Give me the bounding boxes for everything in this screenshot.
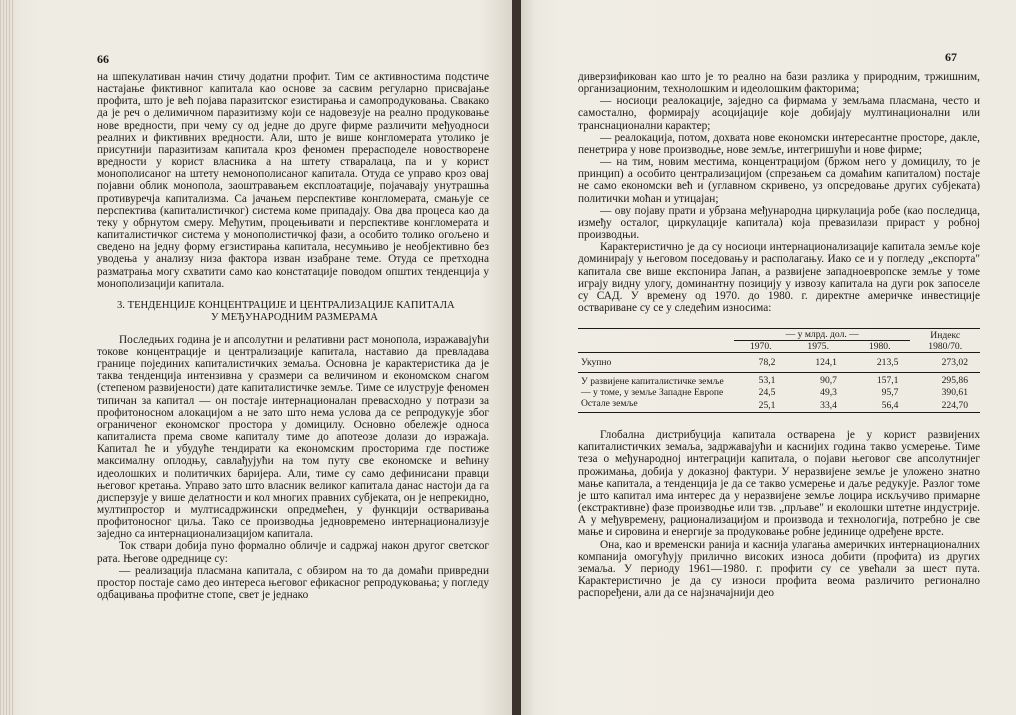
right-page <box>521 0 1016 715</box>
table-cell: 33,4 <box>820 399 837 411</box>
table-cell: 295,86 <box>941 374 968 386</box>
page-number: 67 <box>945 50 957 64</box>
paragraph: — ову појаву прати и убрзана међународна циркулација робе (као последица, између осталог, циркулације капитала) која превазилази прираст у робној производњи. <box>578 204 980 242</box>
table-cell: 157,1 <box>876 374 899 386</box>
paragraph: Она, као и временски ранија и каснија улагања америчких интернационалних компанија омогућују прилично високих износа добити (профита) из других земаља. У периоду 1961—1980. г. профити су се увећали за шест пута. Карактеристично је да су износи профита веома различито регионално распоређени, али да се најзначајнији део <box>578 538 980 600</box>
section-heading-line1: 3. ТЕНДЕНЦИЈЕ КОНЦЕНТРАЦИЈЕ И ЦЕНТРАЛИЗАЦИЈЕ КАПИТАЛА <box>117 299 455 311</box>
page-edge-stack <box>0 0 14 715</box>
table-cell: 78,2 <box>758 357 776 369</box>
row-label: Остале земље <box>581 398 638 410</box>
paragraph: — на тим, новим местима, концентрацијом (бржом него у домицилу, то је принцип) а особито централизацијом (спрезањем са домаћим капиталом) постаје не само економски већ и (углавном скривено, уз опсредовање других субјеката) политички моћан и утицајан; <box>578 156 980 205</box>
table-row <box>578 398 980 413</box>
table-row <box>578 373 980 388</box>
paragraph: Глобална дистрибуција капитала остварена је у корист развијених капиталистичких земаља, задржавајући и каснијих година такво усмерење. Тиме теза о међународној интеграцији капитала, о појави његовог све апсолутнијег прожимања, добија у доказној фактури. У неразвијене земље је уложено знатно мање капитала, а тенденција је да се такво усмерење и даље редукује. Разлог томе је што капитал има интерес да у неразвијене земље лоцира искључиво примарне (екстрактивне) фазе производње или тзв. „прљаве" и еколошки штетне индустрије. А у међувремену, рационализацијом и производа и технологија, потребно је све мање и сировина и енергије за продуковање робне јединице одређене врсте. <box>578 429 980 539</box>
index-header-line1: Индекс <box>930 329 961 341</box>
investment-table <box>578 328 980 413</box>
group-header: — у млрд. дол. — <box>734 329 910 341</box>
paragraph: Последњих година је и апсолутни и релативни раст монопола, изражавајући токове концентрације и централизације капитала, наставио да превладава границе појединих капиталистичких земаља. Основна је карактеристика да је таква тенденција интензивна у сразмери са величином и економском снагом (степеном развијености) дате капиталистичке земље. Тиме се илуструје феномен типичан за капитал — он постаје интернационалан превасходно у потрази за профитоносном алокацијом а не зато што нема услова да се репродукује због ограниченог економског простора у домицилу. Основно обележје односа капиталиста према своме капиталу тиме до апотеозе долази до изражаја. Капитал ће и убудуће тендирати ка економским просторима где постиже максималну оплодњу, савлађујући на том путу све економске и већину идеолошких и политичких баријера. Али, тиме су само дефинисани правци његовог кретања. Управо зато што власник великог капитала данас настоји да га дисперзује у више делатности и кол многих правних субјеката, он је непрекидно, мултипростор и мултисадржински опредмећен, у функцији остваривања профитоносног циља. Тако се производња једновремено интернационализује заједно са интернационализацијом капитала. <box>97 333 489 541</box>
section-heading <box>97 300 489 324</box>
paragraph: на шпекулативан начин стичу додатни профит. Тим се активностима подстиче настајање фиктивног капитала као основе за сасвим регуларно присвајање профита, што је већ појава паразитског езистирања и самопродуковања. Свакако да је реч о делимичном паразитизму који се надовезује на реално продуковање нове вредности, при чему су од једне до друге фирме различити међуодноси реалних и фиктивних вредности. Али, што је више конгломерата утолико је присутнији паразитизам капитала кроз феномен прерасподеле новостворене вредности у корист власника а на штету стваралаца, па и у корист монополисаног на штету немонополисаног капитала. Отуда се управо кроз овај појавни облик монопола, заоштравањем експлоатације, појачавају унутрашња противуречја капитализма. Са јачањем перспективе конгломерата, смањује се перспектива (капиталистичког) система коме припадају. Ова два процеса као да теку у обрнутом смеру. Међутим, процењивати и перспективе конгломерата и капиталистичког система у монополистичкој фази, а особито толико огољено и сведено на једну форму егзистирања капитала, несумњиво је необјективно без уводења у анализу низа фактора изван изабране теме. Отуда се претходна разматрања могу схватити само као констатације поводом општих тенденција у монополизацији капитала. <box>97 71 489 290</box>
right-page-body <box>578 71 980 599</box>
table-cell: 124,1 <box>815 357 837 369</box>
paragraph: — реалокација, потом, дохвата нове економски интересантне просторе, дакле, пенетрира у нове производње, нове земље, интегришући и нове фирме; <box>578 131 980 156</box>
index-header-line2: 1980/70. <box>928 340 963 352</box>
table-cell: 53,1 <box>758 374 776 386</box>
year-header: 1980. <box>868 341 891 353</box>
table-cell: 24,5 <box>758 387 776 399</box>
table-cell: 95,7 <box>881 387 899 399</box>
row-label: У развијене капиталистичке земље <box>581 376 724 388</box>
paragraph: Ток ствари добија пуно формално обличје и садржај након другог светског рата. Његове одреднице су: <box>97 540 489 565</box>
index-header <box>910 329 980 353</box>
table-row <box>578 387 980 398</box>
year-header: 1975. <box>807 341 829 353</box>
row-label: Укупно <box>581 357 612 369</box>
paragraph: — носиоци реалокације, заједно са фирмама у земљама пласмана, често и самостално, формирају асоцијације које добијају мултинационални или транснационални карактер; <box>578 95 980 132</box>
table-cell: 49,3 <box>820 387 837 399</box>
table-cell: 390,61 <box>941 387 968 399</box>
table-cell: 90,7 <box>820 374 837 386</box>
row-label: — у томе, у земље Западне Европе <box>581 387 724 399</box>
paragraph: — реализација пласмана капитала, с обзиром на то да домаћи привредни простор постаје само део интереса његовог ефикасног репродуковања; у погледу одбацивања профитне стопе, свет је једнако <box>97 564 489 602</box>
table-cell: 224,70 <box>941 399 968 411</box>
page-number: 66 <box>97 52 109 66</box>
book-gutter <box>512 0 521 715</box>
table-cell: 25,1 <box>758 399 776 411</box>
left-page-body <box>97 71 489 601</box>
table-row <box>578 353 980 373</box>
paragraph: диверзификован као што је то реално на бази разлика у природним, тржишним, организационим, технолошким и идеолошким факторима; <box>578 71 980 96</box>
year-header: 1970. <box>749 341 772 353</box>
paragraph: Карактеристично је да су носиоци интернационализације капитала земље које доминирају у његовом поседовању и располагању. Иако се и у погледу „експорта" капитала све више експонира Јапан, а развијене западноевропске земље у томе играју видну улогу, доминантну позицију у извозу капитала на дуги рок запоселе су САД. У времену од 1970. до 1980. г. директне америчке инвестиције оствариване су се у следећим износима: <box>578 241 980 314</box>
table-cell: 273,02 <box>941 357 968 369</box>
table-cell: 213,5 <box>876 357 899 369</box>
section-heading-line2: У МЕЂУНАРОДНИМ РАЗМЕРАМА <box>211 311 378 323</box>
table-cell: 56,4 <box>881 399 899 411</box>
